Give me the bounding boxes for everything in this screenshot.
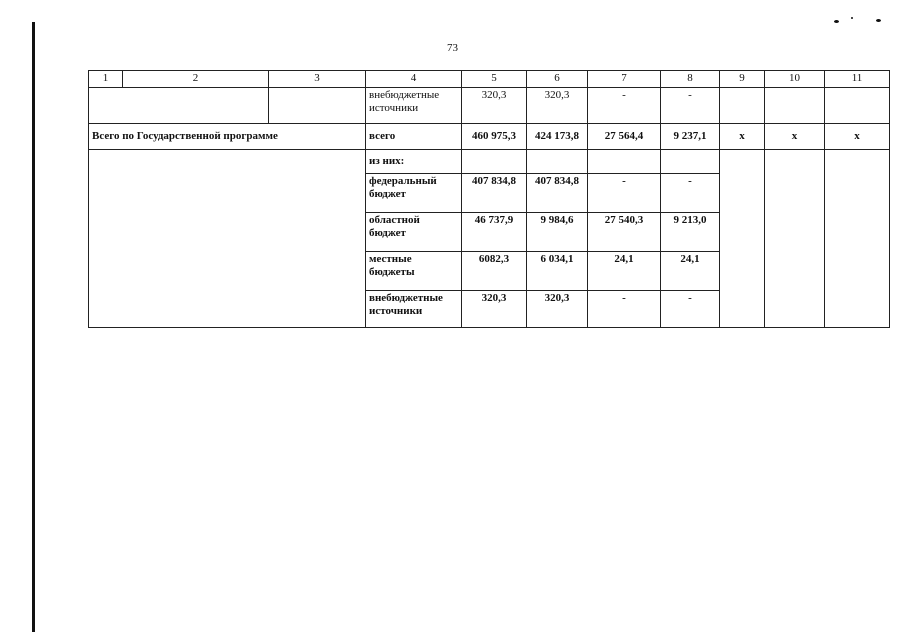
empty-cell [720, 150, 765, 328]
empty-cell [89, 88, 269, 124]
value-cell: - [588, 291, 661, 328]
value-cell: - [588, 88, 661, 124]
value-cell: 407 834,8 [462, 174, 527, 213]
scan-speck [834, 20, 839, 23]
empty-cell [720, 88, 765, 124]
column-header: 6 [527, 71, 588, 88]
column-header: 1 [89, 71, 123, 88]
value-cell: 27 540,3 [588, 213, 661, 252]
empty-cell [661, 150, 720, 174]
value-cell: 320,3 [462, 88, 527, 124]
value-cell: 424 173,8 [527, 124, 588, 150]
empty-cell [825, 150, 890, 328]
funding-source-cell: федеральный бюджет [366, 174, 462, 213]
of-which-label: из них: [366, 150, 462, 174]
empty-cell [89, 150, 366, 328]
funding-source-cell: областной бюджет [366, 213, 462, 252]
column-number-row [89, 71, 890, 88]
empty-cell [462, 150, 527, 174]
scan-speck [876, 19, 881, 22]
value-cell: 6082,3 [462, 252, 527, 291]
table-row [89, 150, 890, 174]
value-cell: - [588, 174, 661, 213]
funding-source-cell: местные бюджеты [366, 252, 462, 291]
empty-cell [588, 150, 661, 174]
value-cell: - [661, 291, 720, 328]
value-cell: 9 237,1 [661, 124, 720, 150]
page-number: 73 [447, 42, 458, 54]
value-cell: x [825, 124, 890, 150]
column-header: 10 [765, 71, 825, 88]
value-cell: - [661, 174, 720, 213]
column-header: 4 [366, 71, 462, 88]
empty-cell [269, 88, 366, 124]
budget-table [88, 70, 890, 328]
column-header: 5 [462, 71, 527, 88]
value-cell: 46 737,9 [462, 213, 527, 252]
empty-cell [765, 150, 825, 328]
value-cell: 9 984,6 [527, 213, 588, 252]
value-cell: x [765, 124, 825, 150]
value-cell: 24,1 [588, 252, 661, 291]
value-cell: x [720, 124, 765, 150]
funding-source-cell: внебюджетные источники [366, 88, 462, 124]
scan-speck [851, 17, 853, 19]
column-header: 11 [825, 71, 890, 88]
funding-source-cell: всего [366, 124, 462, 150]
value-cell: 320,3 [527, 291, 588, 328]
column-header: 9 [720, 71, 765, 88]
empty-cell [527, 150, 588, 174]
value-cell: 24,1 [661, 252, 720, 291]
value-cell: 460 975,3 [462, 124, 527, 150]
binding-edge-line [32, 22, 35, 632]
table-row [89, 88, 890, 124]
funding-source-cell: внебюджетные источники [366, 291, 462, 328]
column-header: 7 [588, 71, 661, 88]
empty-cell [825, 88, 890, 124]
program-total-label: Всего по Государственной программе [89, 124, 366, 150]
value-cell: 9 213,0 [661, 213, 720, 252]
value-cell: 27 564,4 [588, 124, 661, 150]
empty-cell [765, 88, 825, 124]
value-cell: 407 834,8 [527, 174, 588, 213]
column-header: 2 [123, 71, 269, 88]
value-cell: 320,3 [527, 88, 588, 124]
value-cell: 6 034,1 [527, 252, 588, 291]
column-header: 8 [661, 71, 720, 88]
total-row [89, 124, 890, 150]
value-cell: - [661, 88, 720, 124]
value-cell: 320,3 [462, 291, 527, 328]
column-header: 3 [269, 71, 366, 88]
